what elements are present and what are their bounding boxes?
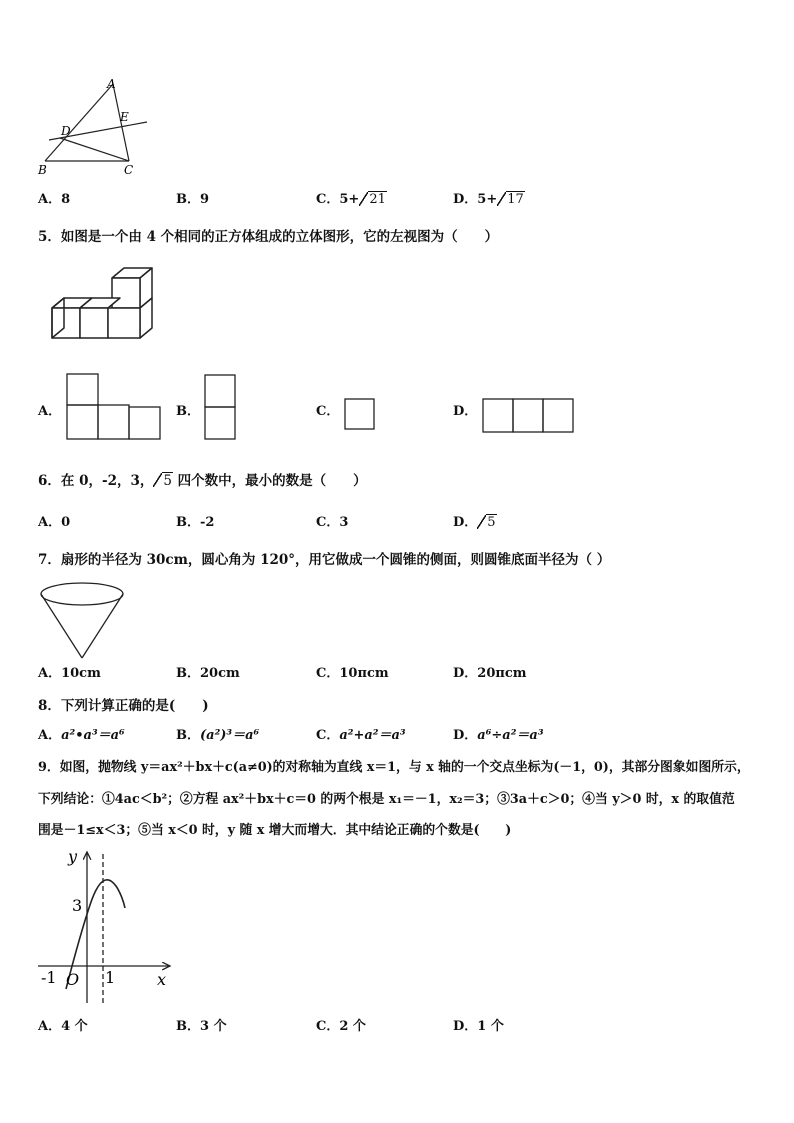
- q6-option-d[interactable]: D． 5: [453, 513, 497, 533]
- q6-option-b[interactable]: B．-2: [176, 515, 215, 530]
- q8-option-a[interactable]: A．a²•a³＝a⁶: [38, 728, 125, 743]
- sqrt-symbol: 5: [477, 513, 496, 533]
- q7-option-c[interactable]: C．10πcm: [316, 666, 389, 681]
- q8-option-c[interactable]: C．a²+a²＝a³: [316, 728, 406, 743]
- graph-y-intercept-label: 3: [72, 896, 83, 915]
- graph-origin-label: O: [66, 970, 80, 989]
- q5-option-b-label[interactable]: B．: [176, 404, 200, 419]
- q6-option-c[interactable]: C．3: [316, 515, 349, 530]
- sqrt-symbol: 17: [497, 190, 525, 210]
- q5-option-c-view[interactable]: [344, 398, 378, 432]
- q5-option-d-view[interactable]: [482, 398, 578, 436]
- q9-line-1: 9．如图，抛物线 y＝ax²＋bx＋c(a≠0)的对称轴为直线 x＝1，与 x 轴的一个交点坐标为(－1，0)，其部分图象如图所示，: [38, 760, 750, 775]
- label-A: A: [107, 77, 116, 91]
- q8-stem: 8．下列计算正确的是( ): [38, 698, 209, 714]
- graph-neg-one-label: -1: [41, 968, 57, 987]
- q7-option-a[interactable]: A．10cm: [38, 666, 101, 681]
- q9-option-d[interactable]: D．1 个: [453, 1019, 504, 1034]
- q9-option-a[interactable]: A．4 个: [38, 1019, 88, 1034]
- graph-one-label: 1: [105, 968, 116, 987]
- q6-stem: 6．在 0，-2，3， 5 四个数中，最小的数是（ ）: [38, 473, 367, 489]
- q8-option-d[interactable]: D．a⁶÷a²＝a³: [453, 728, 544, 743]
- q5-option-d-label[interactable]: D．: [453, 404, 478, 419]
- q7-option-d[interactable]: D．20πcm: [453, 666, 527, 681]
- label-C: C: [124, 163, 134, 177]
- q4-option-b[interactable]: B．9: [176, 192, 210, 207]
- label-D: D: [61, 124, 71, 138]
- q7-stem: 7．扇形的半径为 30cm，圆心角为 120°，用它做成一个圆锥的侧面，则圆锥底面半径为（ ）: [38, 552, 611, 568]
- q5-option-a-view[interactable]: [66, 372, 166, 442]
- sqrt-symbol: 5: [153, 471, 173, 491]
- cube-solid-figure: [48, 266, 168, 346]
- q9-line-2: 下列结论：①4ac＜b²；②方程 ax²＋bx＋c＝0 的两个根是 x₁＝－1，x₂＝3；③3a＋c＞0；④当 y＞0 时，x 的取值范: [38, 792, 735, 807]
- q4-option-d[interactable]: D．5+ 17: [453, 190, 525, 210]
- q4-option-a[interactable]: A．8: [38, 192, 71, 207]
- q5-option-c-label[interactable]: C．: [316, 404, 340, 419]
- cone-figure: [38, 582, 138, 662]
- q9-option-b[interactable]: B．3 个: [176, 1019, 227, 1034]
- q5-option-b-view[interactable]: [204, 374, 244, 444]
- q5-option-a-label[interactable]: A．: [38, 404, 62, 419]
- graph-x-label: x: [157, 970, 167, 989]
- parabola-graph: [36, 846, 186, 1006]
- q9-line-3: 围是－1≤x＜3；⑤当 x＜0 时，y 随 x 增大而增大．其中结论正确的个数是( ): [38, 823, 512, 838]
- q5-stem: 5．如图是一个由 4 个相同的正方体组成的立体图形，它的左视图为（ ）: [38, 229, 499, 245]
- label-B: B: [38, 163, 47, 177]
- q4-option-c[interactable]: C．5+ 21: [316, 190, 387, 210]
- q7-option-b[interactable]: B．20cm: [176, 666, 240, 681]
- sqrt-symbol: 21: [359, 190, 387, 210]
- label-E: E: [120, 110, 129, 124]
- graph-y-label: y: [68, 847, 78, 866]
- q6-option-a[interactable]: A．0: [38, 515, 71, 530]
- q8-option-b[interactable]: B．(a²)³＝a⁶: [176, 728, 260, 743]
- triangle-figure: [35, 78, 155, 188]
- q9-option-c[interactable]: C．2 个: [316, 1019, 366, 1034]
